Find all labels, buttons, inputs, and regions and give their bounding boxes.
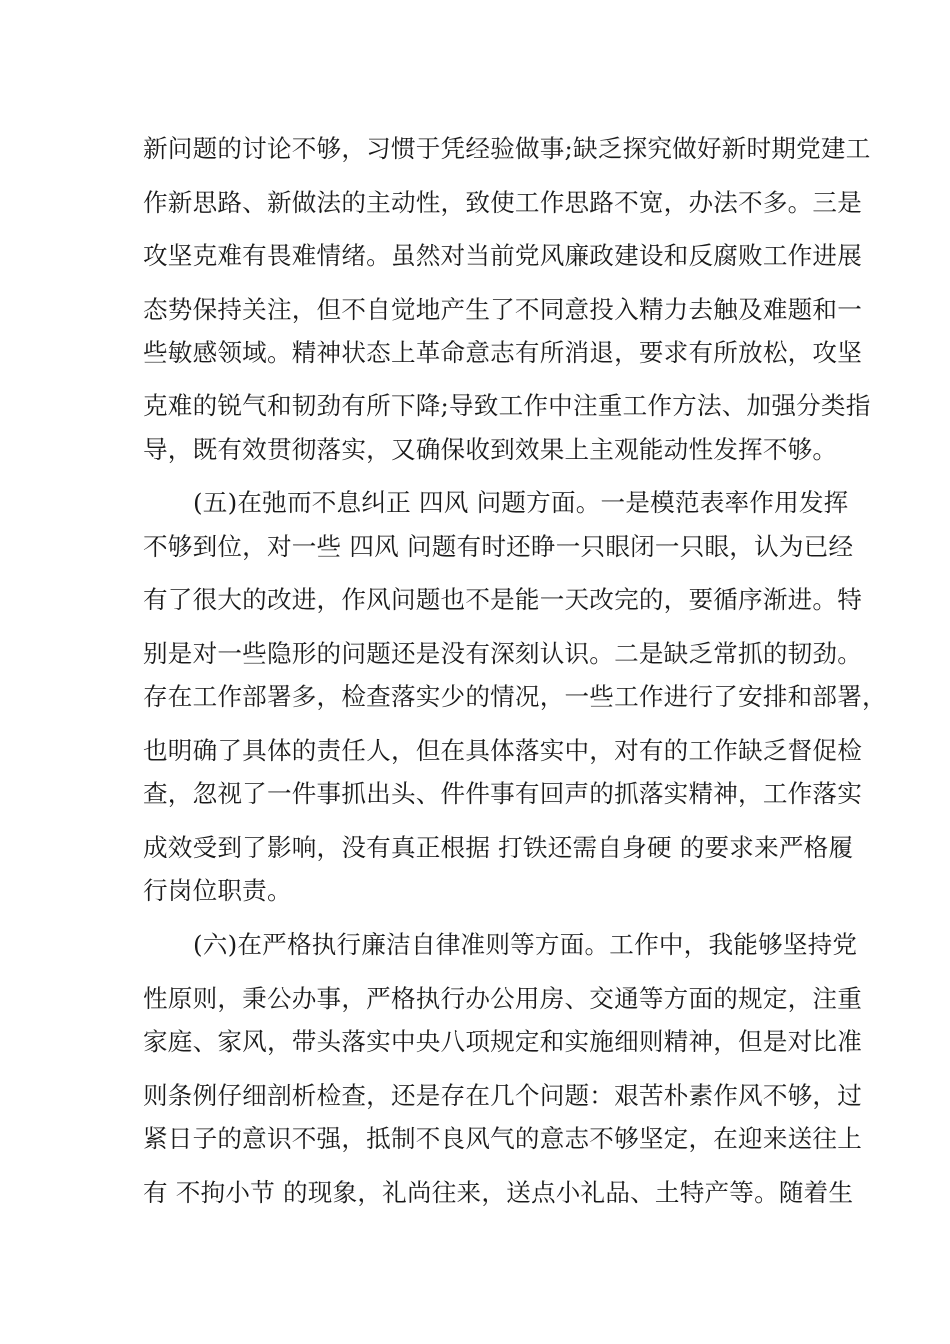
text-line: 不够到位，对一些 四风 问题有时还睁一只眼闭一只眼，认为已经 xyxy=(143,532,854,561)
text-line: 成效受到了影响，没有真正根据 打铁还需自身硬 的要求来严格履 xyxy=(143,833,854,862)
paragraph-heading-five: (五)在弛而不息纠正 四风 问题方面。一是模范表率作用发挥 xyxy=(193,488,849,517)
text-line: 导，既有效贯彻落实，又确保收到效果上主观能动性发挥不够。 xyxy=(143,435,838,464)
text-line: 则条例仔细剖析检查，还是存在几个问题：艰苦朴素作风不够，过 xyxy=(143,1081,863,1110)
text-line: 性原则，秉公办事，严格执行办公用房、交通等方面的规定，注重 xyxy=(143,984,863,1013)
text-line: 些敏感领域。精神状态上革命意志有所消退，要求有所放松，攻坚 xyxy=(143,338,863,367)
paragraph-heading-six: (六)在严格执行廉洁自律准则等方面。工作中，我能够坚持党 xyxy=(193,930,858,959)
text-line: 有 不拘小节 的现象，礼尚往来，送点小礼品、土特产等。随着生 xyxy=(143,1178,854,1207)
text-line: 攻坚克难有畏难情绪。虽然对当前党风廉政建设和反腐败工作进展 xyxy=(143,241,863,270)
text-line: 作新思路、新做法的主动性，致使工作思路不宽，办法不多。三是 xyxy=(143,188,863,217)
text-line: 也明确了具体的责任人，但在具体落实中，对有的工作缺乏督促检 xyxy=(143,736,863,765)
text-line: 新问题的讨论不够，习惯于凭经验做事;缺乏探究做好新时期党建工 xyxy=(143,134,871,163)
text-line: 查，忽视了一件事抓出头、件件事有回声的抓落实精神，工作落实 xyxy=(143,779,863,808)
text-line: 行岗位职责。 xyxy=(143,876,292,905)
text-line: 克难的锐气和韧劲有所下降;导致工作中注重工作方法、加强分类指 xyxy=(143,391,871,420)
text-line: 存在工作部署多，检查落实少的情况，一些工作进行了安排和部署， xyxy=(143,682,887,711)
text-line: 有了很大的改进，作风问题也不是能一天改完的，要循序渐进。特 xyxy=(143,585,863,614)
text-line: 家庭、家风，带头落实中央八项规定和实施细则精神，但是对比准 xyxy=(143,1027,863,1056)
text-line: 态势保持关注，但不自觉地产生了不同意投入精力去触及难题和一 xyxy=(143,295,863,324)
text-line: 别是对一些隐形的问题还是没有深刻认识。二是缺乏常抓的韧劲。 xyxy=(143,639,863,668)
text-line: 紧日子的意识不强，抵制不良风气的意志不够坚定，在迎来送往上 xyxy=(143,1124,863,1153)
